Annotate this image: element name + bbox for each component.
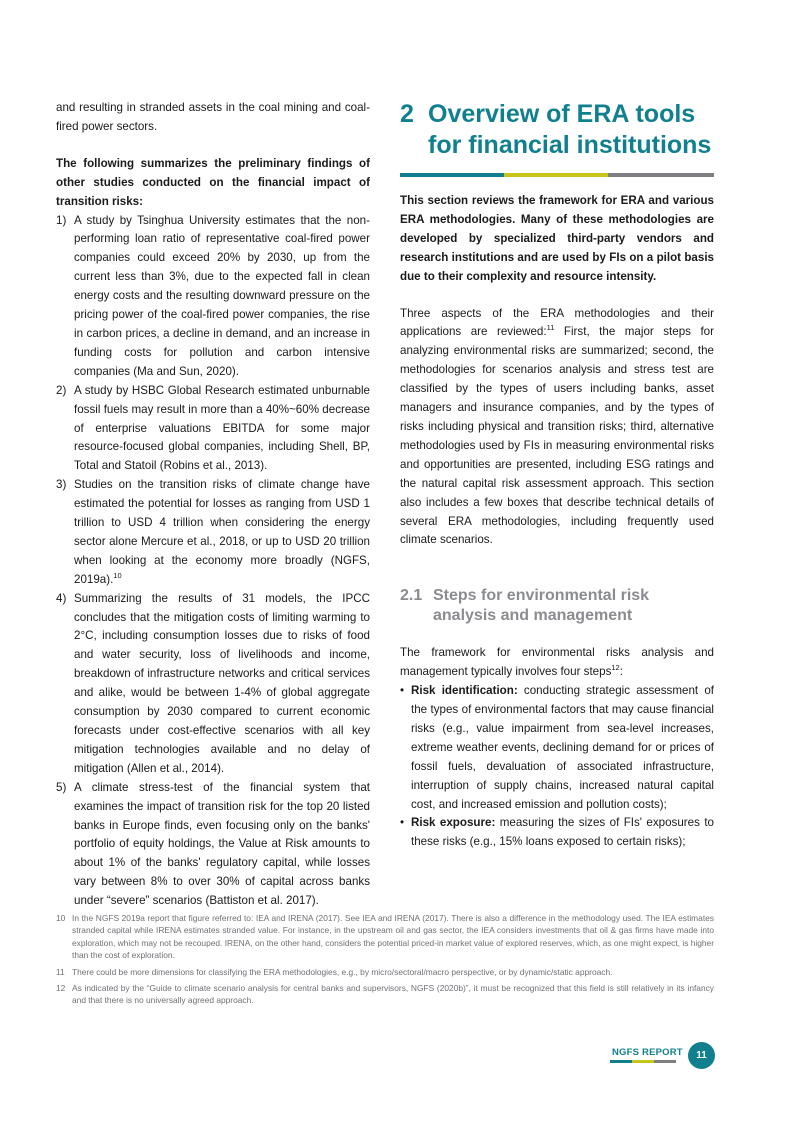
- framework-colon: :: [619, 665, 623, 679]
- left-column: [56, 99, 370, 911]
- finding-number: 1): [56, 213, 67, 227]
- footnote-ref[interactable]: 12: [611, 663, 620, 673]
- step-item: [400, 814, 714, 852]
- page-number-badge: 11: [688, 1042, 715, 1069]
- footnote-number: 11: [56, 966, 65, 977]
- finding-item: [56, 590, 370, 779]
- footnote: [56, 966, 714, 978]
- finding-item: [56, 779, 370, 911]
- intro-paragraph: and resulting in stranded assets in the coal mining and coal-fired power sectors.: [56, 101, 370, 133]
- step-text: measuring the sizes of FIs' exposures to these risks (e.g., 15% loans exposed to certain risks);: [411, 816, 714, 849]
- framework-intro-text: The framework for environmental risks analysis and management typically involves four steps: [400, 646, 714, 679]
- section-heading: [400, 99, 714, 161]
- finding-text: Summarizing the results of 31 models, the IPCC concludes that the mitigation costs of limiting warming to 2°C, including consumption losses due to risks of food and water security, loss of livelihoods and income, breakdown of infrastructure networks and critical services and alike, would be between 1-4% of global aggregate consumption by 2030 compared to current economic forecasts under cost-effective scenarios with all key mitigation technologies available and no delay of mitigation (Allen et al., 2014).: [74, 591, 370, 775]
- section-body: [400, 305, 714, 551]
- section-title-line2: for financial institutions: [428, 131, 712, 159]
- finding-number: 3): [56, 478, 67, 492]
- section-lead: This section reviews the framework for ERA and various ERA methodologies. Many of these methodologies are developed by specialized third-party vendors and research institutions and are used by FIs on a pilot basis due to their complexity and resource intensity.: [400, 194, 714, 283]
- body-text-b: First, the major steps for analyzing environmental risks are summarized; second, the methodologies for scenarios analysis and stress test are classified by the types of users including banks, asset managers and insurance companies, and by the types of risks including physical and transition risks; third, alternative methodologies used by FIs in measuring environmental risks and opportunities are presented, including ESG ratings and the natural capital risk assessment approach. This section also includes a few boxes that describe technical details of several ERA methodologies, including frequently used climate scenarios.: [400, 325, 714, 547]
- footnote-number: 12: [56, 983, 66, 994]
- step-label: Risk identification:: [411, 684, 518, 698]
- finding-number: 5): [56, 780, 67, 794]
- step-item: [400, 682, 714, 814]
- footnote-ref[interactable]: 11: [546, 323, 555, 333]
- footnote-number: 10: [56, 913, 66, 923]
- subsection-number: 2.1: [400, 587, 423, 605]
- body-text-a: Three aspects of the ERA methodologies and their applications are reviewed:: [400, 306, 714, 339]
- footnote: [56, 912, 714, 962]
- footnote-ref[interactable]: 10: [113, 570, 122, 580]
- findings-heading: The following summarizes the preliminary findings of other studies conducted on the financial impact of transition risks:: [56, 156, 370, 208]
- finding-text: Studies on the transition risks of climate change have estimated the potential for losses as ranging from USD 1 trillion to USD 4 trillion when considering the energy sector alone Mercure et al., 2018, or up to USD 20 trillion when looking at the economy more broadly (NGFS, 2019a).: [74, 478, 370, 586]
- section-divider: [400, 173, 714, 177]
- footnote-text: In the NGFS 2019a report that figure referred to: IEA and IRENA (2017). See IEA and IRENA (2017). There is also a difference in the methodology used. The IEA estimates stranded capital while IRENA estimates stranded value. For instance, in the upstream oil and gas sector, the IEA considers investments that oil & gas firms have made into exploration, which may not be recouped. IRENA, on the other hand, considers the potential priced-in market value of explored reserves, which, as one might expect, is higher than the cost of exploration.: [72, 913, 714, 961]
- subsection-title-line1: Steps for environmental risk: [433, 587, 650, 605]
- bullet-icon: •: [400, 816, 405, 830]
- bullet-icon: •: [400, 684, 405, 698]
- step-text: conducting strategic assessment of the types of environmental factors that may cause financial risks (e.g., value impairment from sea-level increases, extreme weather events, declining demand for or prices of fossil fuels, devaluation of associated infrastructure, interruption of supply chains, increased natural capital cost, and increased emission and pollution costs);: [411, 684, 714, 811]
- finding-text: A study by HSBC Global Research estimated unburnable fossil fuels may result in more than a 40%~60% decrease of enterprise valuations EBITDA for some major resource-focused global companies, including Shell, BP, Total and Statoil (Robins et al., 2013).: [74, 383, 370, 473]
- finding-item: [56, 382, 370, 477]
- footnote-text: There could be more dimensions for classifying the ERA methodologies, e.g., by micro/sectoral/macro perspective, or by dynamic/static approach.: [72, 966, 613, 977]
- finding-text: A study by Tsinghua University estimates that the non-performing loan ratio of representative coal-fired power companies could exceed 20% by 2030, up from the current less than 3%, due to the expected fall in clean energy costs and the resulting downward pressure on the pricing power of the coal-fired power companies, the rise in carbon prices, a decline in demand, and an increase in funding costs for pollution and carbon intensive companies (Ma and Sun, 2020).: [74, 213, 370, 378]
- framework-intro: [400, 644, 714, 682]
- right-column: [400, 99, 714, 852]
- footer-report-label: NGFS REPORT: [612, 1047, 683, 1058]
- footnote-text: As indicated by the “Guide to climate scenario analysis for central banks and supervisors, NGFS (2020b)”, it must be recognized that this field is still relatively in its infancy and that there is no universally agreed approach.: [72, 983, 714, 1006]
- section-number: 2: [400, 100, 414, 128]
- finding-number: 4): [56, 591, 67, 605]
- finding-item: [56, 212, 370, 382]
- footnotes: [56, 912, 714, 1011]
- section-title-line1: Overview of ERA tools: [428, 100, 696, 128]
- footer-divider: [610, 1060, 676, 1063]
- subsection-heading: [400, 586, 714, 626]
- footnote: [56, 982, 714, 1007]
- finding-item: [56, 476, 370, 589]
- finding-text: A climate stress-test of the financial system that examines the impact of transition risk for the top 20 listed banks in Europe finds, even focusing only on the banks' portfolio of equity holdings, the Value at Risk amounts to about 1% of the banks' regulatory capital, while losses vary between 8% to over 30% of capital across banks under “severe” scenarios (Battiston et al. 2017).: [74, 780, 370, 908]
- findings-list: [56, 212, 370, 912]
- subsection-title-line2: analysis and management: [433, 607, 633, 625]
- finding-number: 2): [56, 383, 67, 397]
- steps-list: [400, 682, 714, 852]
- step-label: Risk exposure:: [411, 816, 496, 830]
